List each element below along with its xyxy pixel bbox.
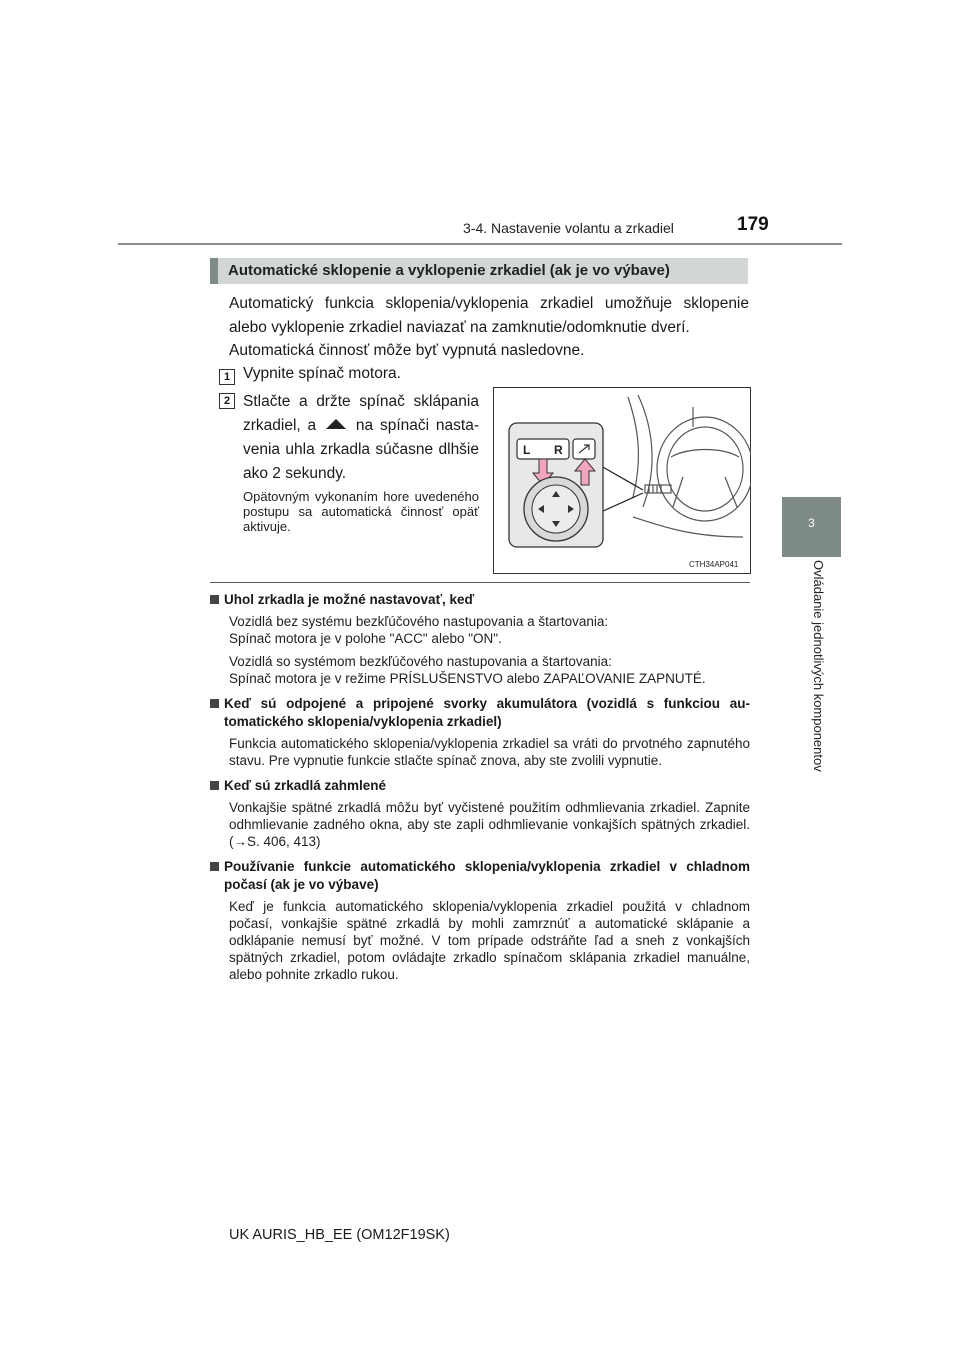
notes-block [210,591,750,983]
header-rule [118,243,842,245]
section-divider [210,582,750,583]
note-1-paragraph-2: Vozidlá so systémom bezkľúčového nastupovania a štartovania: Spínač motora je v režime PRÍSLUŠENSTVO alebo ZAPAĽOVANIE ZAPNUTÉ. [229,654,706,686]
step-2-text [243,390,479,486]
footer-model-code: UK AURIS_HB_EE (OM12F19SK) [229,1227,450,1243]
bullet-square-icon [210,595,219,604]
chapter-tab[interactable] [782,497,841,557]
page-number: 179 [737,214,769,235]
bullet-square-icon [210,862,219,871]
note-3-paragraph: Vonkajšie spätné zrkadlá môžu byť vyčistené použitím odhmlievania zrkadiel. Zapnite odhmlievanie zadného okna, aby ste zapli odhmlievanie vonkajších spätných zrkadiel. (→S. 406, 413) [229,800,750,849]
bullet-square-icon [210,781,219,790]
up-triangle-icon [326,419,346,429]
note-2-paragraph: Funkcia automatického sklopenia/vyklopenia zrkadiel sa vráti do prvotného zapnutého stavu. Pre vypnutie funkcie stlačte spínač znova, aby ste zvolili vypnutie. [229,736,750,768]
figure-code: CTH34AP041 [689,560,739,569]
step-2-note: Opätovným vykonaním hore uvedeného postupu sa automatická činnosť opäť aktivuje. [243,489,479,534]
step-2-badge: 2 [219,393,235,409]
section-title: Automatické sklopenie a vyklopenie zrkadiel (ak je vo výbave) [228,262,670,279]
step-1-text: Vypnite spínač motora. [243,365,401,382]
switch-right-label: R [554,443,563,457]
step-2-text-after: na spínači nastavenia uhla zrkadla súčasne dlhšie ako 2 sekundy. [243,417,479,482]
step-2-text-before: Stlačte a držte spínač sklápania zrkadiel, a [243,393,479,434]
intro-paragraph-1: Automatický funkcia sklopenia/vyklopenia zrkadiel umožňuje sklopenie alebo vyklopenie zrkadiel naviazať na zamknutie/odomknutie dverí. [229,295,749,336]
note-4-paragraph: Keď je funkcia automatického sklopenia/vyklopenia zrkadiel použitá v chladnom počasí, vonkajšie spätné zrkadlá by mohli zamrznúť a automatické sklápanie a odklápanie nemusí byť možné. V tom prípade odstráňte ľad a sneh z vonkajších spätných zrkadiel, potom ovládajte zrkadlo spínačom sklápania zrkadiel manuálne, alebo pohnite zrkadlo rukou. [229,899,750,982]
section-title-bar [210,258,748,284]
note-1-title: Uhol zrkadla je možné nastavovať, keď [210,591,750,609]
bullet-square-icon [210,699,219,708]
intro-paragraph-2: Automatická činnosť môže byť vypnutá nasledovne. [229,342,585,359]
step-1-badge: 1 [219,369,235,385]
running-header: 3-4. Nastavenie volantu a zrkadiel [463,220,674,236]
note-1-paragraph-1: Vozidlá bez systému bezkľúčového nastupovania a štartovania: Spínač motora je v polohe "ACC" alebo "ON". [229,614,609,646]
mirror-switch-illustration [493,387,751,574]
note-2-title: Keď sú odpojené a pripojené svorky akumulátora (vozidlá s funkciou automatického sklopenia/vyklopenia zrkadiel) [210,695,750,731]
note-3-title: Keď sú zrkadlá zahmlené [210,777,750,795]
switch-left-label: L [523,443,531,457]
chapter-title-vertical [808,560,828,830]
chapter-number: 3 [808,516,815,530]
note-4-title: Používanie funkcie automatického sklopenia/vyklopenia zrkadiel v chladnom počasí (ak je vo výbave) [210,858,750,894]
chapter-title: Ovládanie jednotlivých komponentov [811,560,826,772]
